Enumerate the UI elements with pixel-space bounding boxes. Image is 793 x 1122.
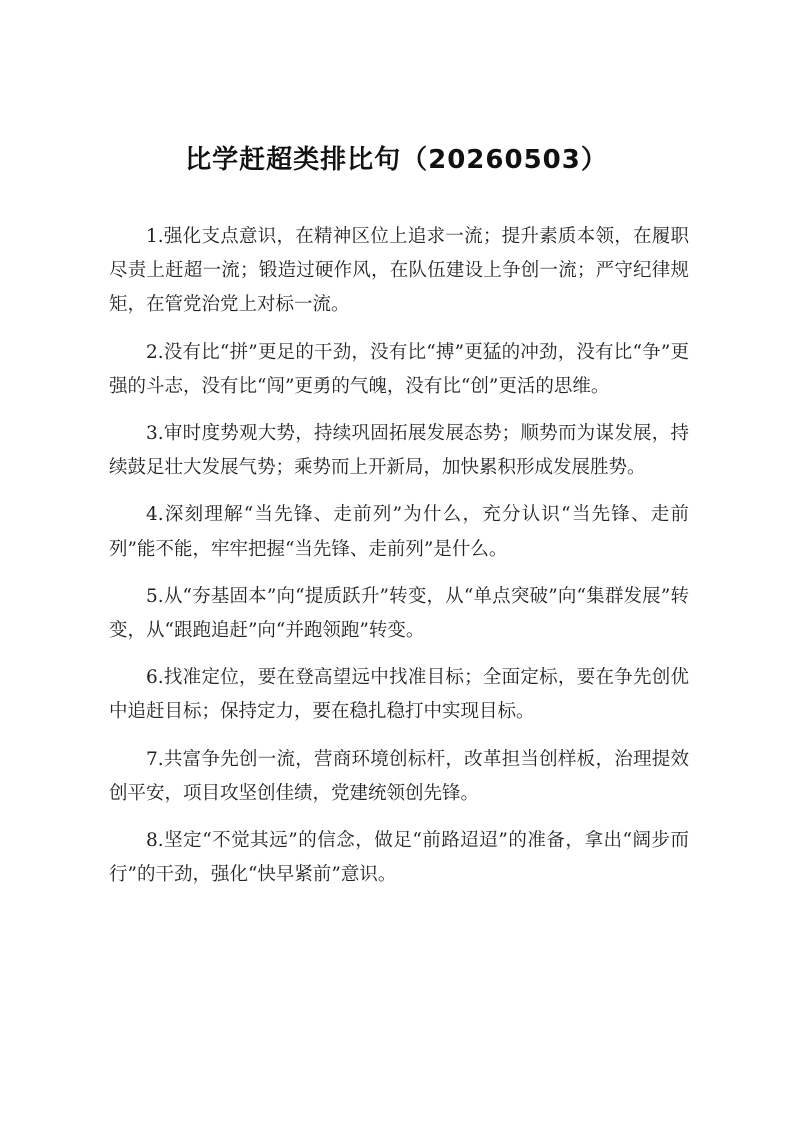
paragraph-3: 3.审时度势观大势，持续巩固拓展发展态势；顺势而为谋发展，持续鼓足壮大发展气势；乘势而上开新局，加快累积形成发展胜势。: [109, 423, 689, 479]
paragraph-4: 4.深刻理解“当先锋、走前列”为什么，充分认识“当先锋、走前列”能不能，牢牢把握“当先锋、走前列”是什么。: [109, 504, 689, 560]
document-title: 比学赶超类排比句（20260503）: [185, 145, 608, 175]
paragraph-8: 8.坚定“不觉其远”的信念，做足“前路迢迢”的准备，拿出“阔步而行”的干劲，强化“快早紧前”意识。: [109, 830, 689, 886]
paragraph-7: 7.共富争先创一流，营商环境创标杆，改革担当创样板，治理提效创平安，项目攻坚创佳绩，党建统领创先锋。: [109, 748, 689, 804]
paragraph-2: 2.没有比“拼”更足的干劲，没有比“搏”更猛的冲劲，没有比“争”更强的斗志，没有比“闯”更勇的气魄，没有比“创”更活的思维。: [109, 341, 689, 397]
paragraph-5: 5.从“夯基固本”向“提质跃升”转变，从“单点突破”向“集群发展”转变，从“跟跑追赶”向“并跑领跑”转变。: [109, 585, 689, 642]
paragraph-6: 6.找准定位，要在登高望远中找准目标；全面定标，要在争先创优中追赶目标；保持定力，要在稳扎稳打中实现目标。: [109, 667, 689, 723]
paragraph-1: 1.强化支点意识，在精神区位上追求一流；提升素质本领，在履职尽责上赶超一流；锻造过硬作风，在队伍建设上争创一流；严守纪律规矩，在管党治党上对标一流。: [109, 226, 689, 316]
document-body: [109, 220, 689, 905]
